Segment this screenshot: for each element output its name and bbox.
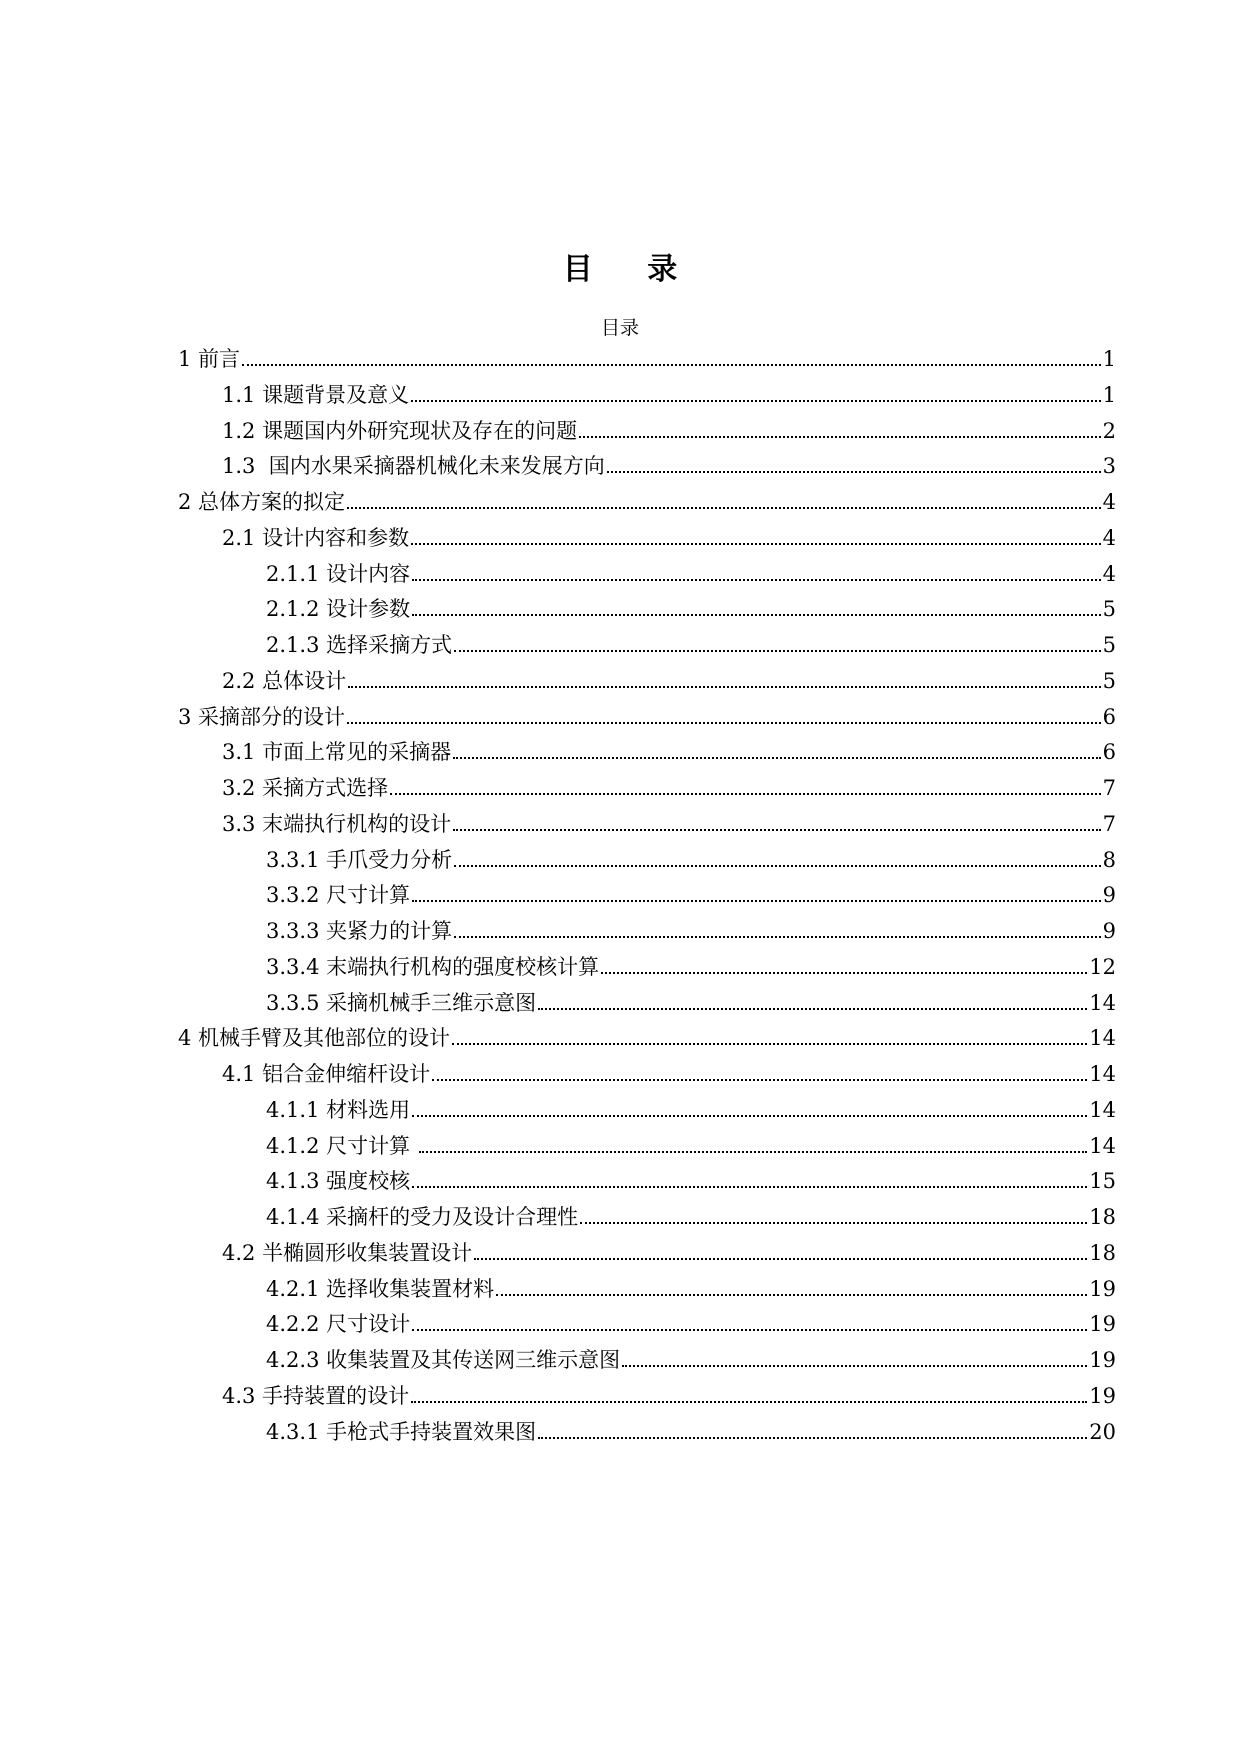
- toc-entry[interactable]: [178, 342, 1116, 372]
- toc-entry[interactable]: [266, 878, 1116, 908]
- toc-entry[interactable]: [266, 950, 1116, 980]
- toc-leader-dots: [622, 1365, 1087, 1367]
- toc-leader-dots: [242, 364, 1101, 366]
- toc-entry-label: 4.1.2 尺寸计算: [266, 1133, 417, 1158]
- toc-entry-page-number: 19: [1089, 1348, 1116, 1372]
- toc-entry-label: 1.3 国内水果采摘器机械化未来发展方向: [222, 454, 605, 479]
- toc-entry-label: 3.3.2 尺寸计算: [266, 883, 411, 908]
- page-title: 目 录: [562, 252, 700, 287]
- toc-entry[interactable]: [266, 1272, 1116, 1302]
- toc-entry-page-number: 4: [1102, 525, 1116, 550]
- toc-entry[interactable]: [266, 1415, 1116, 1445]
- toc-entry-page-number: 3: [1102, 454, 1116, 479]
- toc-entry[interactable]: [266, 986, 1116, 1016]
- toc-entry-page-number: 18: [1089, 1205, 1116, 1229]
- toc-entry[interactable]: [266, 557, 1116, 587]
- toc-entry-label: 2.2 总体设计: [222, 668, 347, 693]
- toc-entry[interactable]: [222, 1057, 1116, 1087]
- toc-leader-dots: [412, 1329, 1087, 1331]
- toc-entry[interactable]: [222, 735, 1116, 765]
- toc-entry-page-number: 14: [1089, 1062, 1116, 1086]
- toc-leader-dots: [601, 972, 1087, 974]
- toc-leader-dots: [474, 1258, 1087, 1260]
- toc-entry-page-number: 8: [1102, 847, 1116, 872]
- toc-entry-page-number: 14: [1089, 990, 1116, 1015]
- toc-entry-label: 1.1 课题背景及意义: [222, 382, 410, 407]
- toc-leader-dots: [607, 471, 1101, 473]
- toc-entry-page-number: 7: [1102, 811, 1116, 836]
- toc-leader-dots: [580, 1222, 1087, 1224]
- toc-leader-dots: [348, 686, 1101, 688]
- toc-entry[interactable]: [222, 771, 1116, 801]
- toc-entry[interactable]: [266, 1307, 1116, 1337]
- toc-leader-dots: [412, 900, 1101, 902]
- toc-leader-dots: [419, 1151, 1087, 1153]
- toc-leader-dots: [538, 1437, 1087, 1439]
- toc-entry-label: 1.2 课题国内外研究现状及存在的问题: [222, 418, 578, 443]
- toc-entry-label: 2.1.2 设计参数: [266, 597, 411, 622]
- toc-leader-dots: [453, 757, 1101, 759]
- toc-entry-page-number: 1: [1102, 347, 1116, 371]
- toc-leader-dots: [412, 1115, 1087, 1117]
- toc-entry-label: 2 总体方案的拟定: [178, 490, 346, 514]
- toc-entry[interactable]: [266, 1343, 1116, 1373]
- toc-entry-page-number: 12: [1089, 954, 1116, 979]
- toc-leader-dots: [412, 579, 1101, 581]
- toc-entry-page-number: 4: [1102, 561, 1116, 586]
- toc-entry-label: 3.1 市面上常见的采摘器: [222, 740, 452, 765]
- toc-entry-label: 4 机械手臂及其他部位的设计: [178, 1026, 451, 1051]
- toc-entry[interactable]: [222, 1379, 1116, 1409]
- toc-leader-dots: [390, 793, 1101, 795]
- toc-entry[interactable]: [266, 843, 1116, 873]
- toc-leader-dots: [411, 543, 1101, 545]
- toc-entry-page-number: 14: [1089, 1097, 1116, 1122]
- toc-entry[interactable]: [222, 378, 1116, 408]
- toc-leader-dots: [579, 436, 1101, 438]
- toc-entry-label: 4.1.1 材料选用: [266, 1097, 411, 1122]
- toc-entry-label: 3.3.4 末端执行机构的强度校核计算: [266, 954, 600, 979]
- toc-entry-page-number: 14: [1089, 1133, 1116, 1158]
- toc-entry-label: 2.1.3 选择采摘方式: [266, 633, 453, 657]
- toc-leader-dots: [347, 507, 1101, 509]
- toc-entry-page-number: 5: [1102, 597, 1116, 622]
- toc-entry-page-number: 2: [1102, 418, 1116, 443]
- toc-entry-label: 3.3.5 采摘机械手三维示意图: [266, 990, 537, 1015]
- toc-entry-page-number: 14: [1089, 1026, 1116, 1051]
- toc-entry-page-number: 6: [1102, 704, 1116, 729]
- toc-entry-label: 2.1.1 设计内容: [266, 561, 411, 586]
- toc-entry-page-number: 1: [1102, 382, 1116, 407]
- toc-entry-page-number: 15: [1089, 1169, 1116, 1194]
- toc-entry[interactable]: [178, 1021, 1116, 1051]
- toc-entry-page-number: 18: [1089, 1240, 1116, 1265]
- page-subtitle: 目录: [600, 317, 639, 339]
- toc-entry[interactable]: [266, 1093, 1116, 1123]
- toc-entry-label: 4.1.3 强度校核: [266, 1169, 411, 1194]
- toc-entry[interactable]: [222, 521, 1116, 551]
- toc-entry-page-number: 20: [1089, 1419, 1116, 1444]
- toc-leader-dots: [412, 614, 1101, 616]
- toc-entry-label: 3.2 采摘方式选择: [222, 776, 389, 800]
- toc-entry-label: 2.1 设计内容和参数: [222, 525, 410, 550]
- toc-entry-label: 4.2 半椭圆形收集装置设计: [222, 1240, 473, 1265]
- toc-entry-page-number: 19: [1089, 1276, 1116, 1301]
- toc-entry-label: 4.1.4 采摘杆的受力及设计合理性: [266, 1205, 579, 1229]
- toc-entry[interactable]: [222, 664, 1116, 694]
- toc-entry-label: 4.3.1 手枪式手持装置效果图: [266, 1419, 537, 1444]
- toc-entry[interactable]: [266, 1164, 1116, 1194]
- toc-entry-page-number: 19: [1089, 1383, 1116, 1408]
- toc-leader-dots: [454, 650, 1101, 652]
- toc-leader-dots: [411, 400, 1101, 402]
- toc-leader-dots: [411, 1401, 1087, 1403]
- toc-entry[interactable]: [222, 449, 1116, 479]
- toc-entry[interactable]: [266, 628, 1116, 658]
- toc-entry-page-number: 7: [1102, 776, 1116, 800]
- toc-entry-label: 4.2.2 尺寸设计: [266, 1312, 411, 1337]
- toc-entry-label: 4.2.1 选择收集装置材料: [266, 1276, 495, 1301]
- toc-entry-page-number: 9: [1102, 919, 1116, 943]
- toc-entry[interactable]: [266, 1200, 1116, 1230]
- toc-leader-dots: [454, 936, 1101, 938]
- toc-entry-label: 3.3.3 夹紧力的计算: [266, 919, 453, 943]
- toc-leader-dots: [496, 1294, 1087, 1296]
- toc-entry-label: 4.3 手持装置的设计: [222, 1383, 410, 1408]
- toc-entry-label: 3.3.1 手爪受力分析: [266, 847, 453, 872]
- toc-entry[interactable]: [222, 414, 1116, 444]
- toc-entry-label: 4.2.3 收集装置及其传送网三维示意图: [266, 1348, 621, 1372]
- toc-entry-page-number: 19: [1089, 1312, 1116, 1337]
- toc-entry-label: 1 前言: [178, 347, 241, 371]
- toc-entry-label: 4.1 铝合金伸缩杆设计: [222, 1062, 431, 1086]
- toc-entry[interactable]: [222, 1236, 1116, 1266]
- toc-entry[interactable]: [266, 914, 1116, 944]
- toc-leader-dots: [452, 1043, 1087, 1045]
- toc-leader-dots: [538, 1008, 1087, 1010]
- toc-entry-label: 3.3 末端执行机构的设计: [222, 811, 452, 836]
- toc-leader-dots: [453, 829, 1101, 831]
- toc-entry-page-number: 9: [1102, 883, 1116, 908]
- toc-entry-page-number: 5: [1102, 633, 1116, 657]
- toc-entry-page-number: 6: [1102, 740, 1116, 765]
- toc-entry-page-number: 5: [1102, 668, 1116, 693]
- toc-leader-dots: [432, 1079, 1087, 1081]
- toc-entry[interactable]: [178, 700, 1116, 730]
- toc-entry[interactable]: [222, 807, 1116, 837]
- toc-leader-dots: [347, 722, 1101, 724]
- toc-entry[interactable]: [178, 485, 1116, 515]
- toc-entry[interactable]: [266, 592, 1116, 622]
- toc-entry[interactable]: [266, 1129, 1116, 1159]
- toc-entry-label: 3 采摘部分的设计: [178, 704, 346, 729]
- toc-leader-dots: [454, 865, 1101, 867]
- toc-entry-page-number: 4: [1102, 490, 1116, 514]
- toc-leader-dots: [412, 1186, 1087, 1188]
